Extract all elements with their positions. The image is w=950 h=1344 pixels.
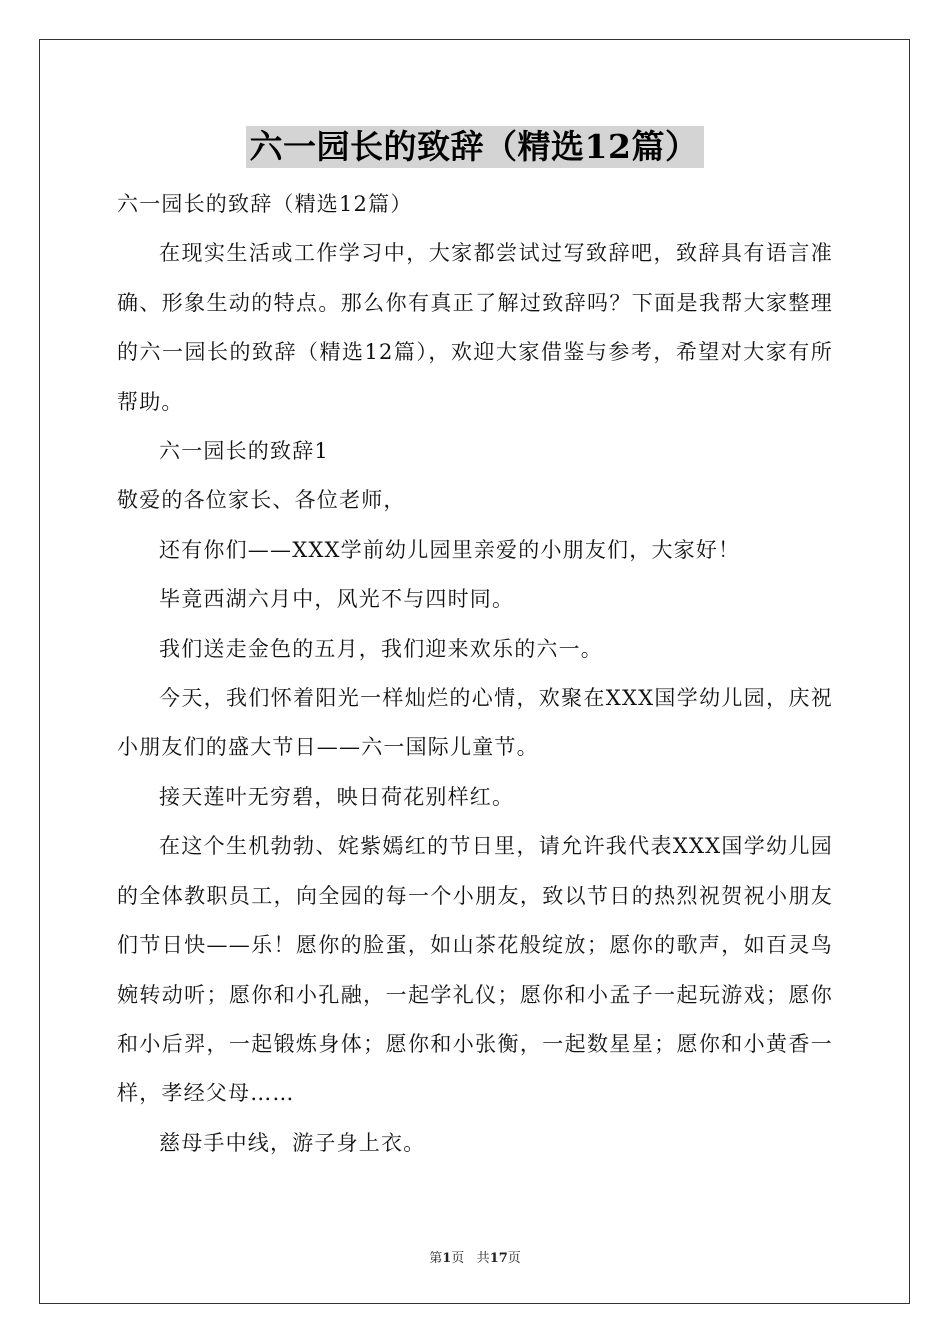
paragraph: 六一园长的致辞（精选12篇）	[117, 192, 413, 216]
paragraph: 慈母手中线，游子身上衣。	[159, 1130, 426, 1155]
paragraph: 还有你们——XXX学前幼儿园里亲爱的小朋友们，大家好！	[159, 537, 741, 562]
paragraph: 接天莲叶无穷碧，映日荷花别样红。	[159, 784, 515, 809]
page-footer	[0, 1247, 950, 1266]
title-container	[0, 126, 950, 168]
document-body	[117, 180, 833, 1168]
paragraph: 今天，我们怀着阳光一样灿烂的心情，欢聚在XXX国学幼儿园，庆祝小朋友们的盛大节日——六一国际儿童节。	[117, 686, 833, 760]
footer-total-pages: 17	[489, 1251, 508, 1266]
footer-total-prefix: 共	[476, 1251, 490, 1266]
document-title: 六一园长的致辞（精选12篇）	[246, 126, 705, 168]
paragraph: 在现实生活或工作学习中，大家都尝试过写致辞吧，致辞具有语言准确、形象生动的特点。那么你有真正了解过致辞吗？下面是我帮大家整理的六一园长的致辞（精选12篇），欢迎大家借鉴与参考，希望对大家有所帮助。	[117, 241, 833, 414]
footer-page-unit: 页	[451, 1251, 465, 1266]
paragraph: 敬爱的各位家长、各位老师，	[117, 488, 406, 513]
paragraph: 在这个生机勃勃、姹紫嫣红的节日里，请允许我代表XXX国学幼儿园的全体教职员工，向全园的每一个小朋友，致以节日的热烈祝贺祝小朋友们节日快——乐！愿你的脸蛋，如山茶花般绽放；愿你的歌声，如百灵鸟婉转动听；愿你和小孔融，一起学礼仪；愿你和小孟子一起玩游戏；愿你和小后羿，一起锻炼身体；愿你和小张衡，一起数星星；愿你和小黄香一样，孝经父母……	[117, 834, 833, 1106]
paragraph: 我们送走金色的五月，我们迎来欢乐的六一。	[159, 636, 603, 661]
footer-total-unit: 页	[507, 1251, 521, 1266]
paragraph: 毕竟西湖六月中，风光不与四时同。	[159, 587, 515, 612]
footer-prefix: 第	[429, 1251, 443, 1266]
paragraph: 六一园长的致辞1	[159, 439, 329, 464]
footer-current-page: 1	[442, 1251, 452, 1266]
